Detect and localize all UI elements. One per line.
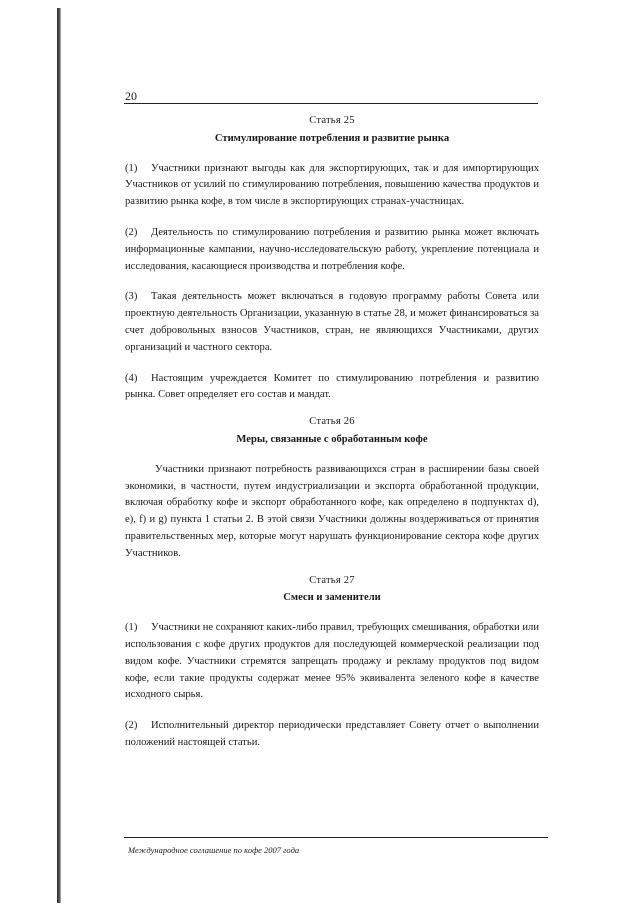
paragraph-text: Участники признают потребность развивающихся стран в расширении базы своей экономики, в частности, путем индустриализации и экспорта обработанной продукции, включая обработку кофе и экспорт обработанного кофе, как определено в подпунктах d), e), f) и g) пункта 1 статьи 2. В этой связи Участники должны воздерживаться от принятия правительственных мер, которые могут нарушать функционирование сектора кофе других Участников. bbox=[125, 463, 539, 559]
paragraph-number: (1) bbox=[125, 162, 138, 174]
paragraph-number: (2) bbox=[125, 226, 138, 238]
article-27-title: Статья 27 bbox=[309, 574, 355, 586]
paragraph-text: Исполнительный директор периодически представляет Совету отчет о выполнении положений настоящей статьи. bbox=[125, 720, 539, 748]
page-footer: Международное соглашение по кофе 2007 года bbox=[128, 845, 300, 855]
article-25-title: Статья 25 bbox=[309, 115, 355, 126]
article-26-subtitle: Меры, связанные с обработанным кофе bbox=[236, 433, 428, 445]
paragraph-text: Участники не сохраняют каких-либо правил, требующих смешивания, обработки или использования с кофе других продуктов для последующей коммерческой реализации под видом кофе. Участники стремятся запрещать продажу и рекламу продуктов под видом кофе, если такие продукты содержат менее 95% эквивалента зеленого кофе в качестве исходного сырья. bbox=[125, 622, 539, 701]
scan-edge-shadow bbox=[57, 8, 61, 903]
article-25-paragraph-4 bbox=[125, 371, 539, 405]
article-25-paragraph-1 bbox=[125, 161, 539, 211]
article-25-paragraph-2 bbox=[125, 225, 539, 275]
article-25-subtitle: Стимулирование потребления и развитие рынка bbox=[214, 132, 450, 144]
paragraph-number: (3) bbox=[125, 291, 138, 303]
page-number: 20 bbox=[125, 89, 137, 103]
footer-rule bbox=[124, 837, 548, 838]
paragraph-number: (2) bbox=[125, 720, 138, 732]
header-rule bbox=[124, 103, 538, 104]
document-body bbox=[125, 113, 539, 766]
article-26-title: Статья 26 bbox=[309, 416, 355, 428]
paragraph-number: (1) bbox=[125, 622, 138, 634]
paragraph-number: (4) bbox=[125, 372, 138, 384]
article-27-paragraph-2 bbox=[125, 718, 539, 752]
paragraph-text: Участники признают выгоды как для экспортирующих, так и для импортирующих Участников от усилий по стимулированию потребления, повышению качества продуктов и развитию рынка кофе, в том числе в экспортирующих странах-участницах. bbox=[125, 162, 539, 208]
article-27-paragraph-1 bbox=[125, 620, 539, 704]
article-26-paragraph bbox=[125, 462, 539, 563]
article-25-paragraph-3 bbox=[125, 289, 539, 356]
paragraph-text: Настоящим учреждается Комитет по стимулированию потребления и развитию рынка. Совет определяет его состав и мандат. bbox=[125, 372, 539, 401]
paragraph-text: Деятельность по стимулированию потребления и развитию рынка может включать информационные кампании, научно-исследовательскую работу, укрепление потенциала и исследования, касающиеся производства и потребления кофе. bbox=[125, 226, 539, 272]
article-27-subtitle: Смеси и заменители bbox=[283, 592, 381, 604]
paragraph-text: Такая деятельность может включаться в годовую программу работы Совета или проектную деятельность Организации, указанную в статье 28, и может финансироваться за счет добровольных взносов Участников, стран, не являющихся Участниками, других организаций и частного сектора. bbox=[125, 291, 539, 353]
